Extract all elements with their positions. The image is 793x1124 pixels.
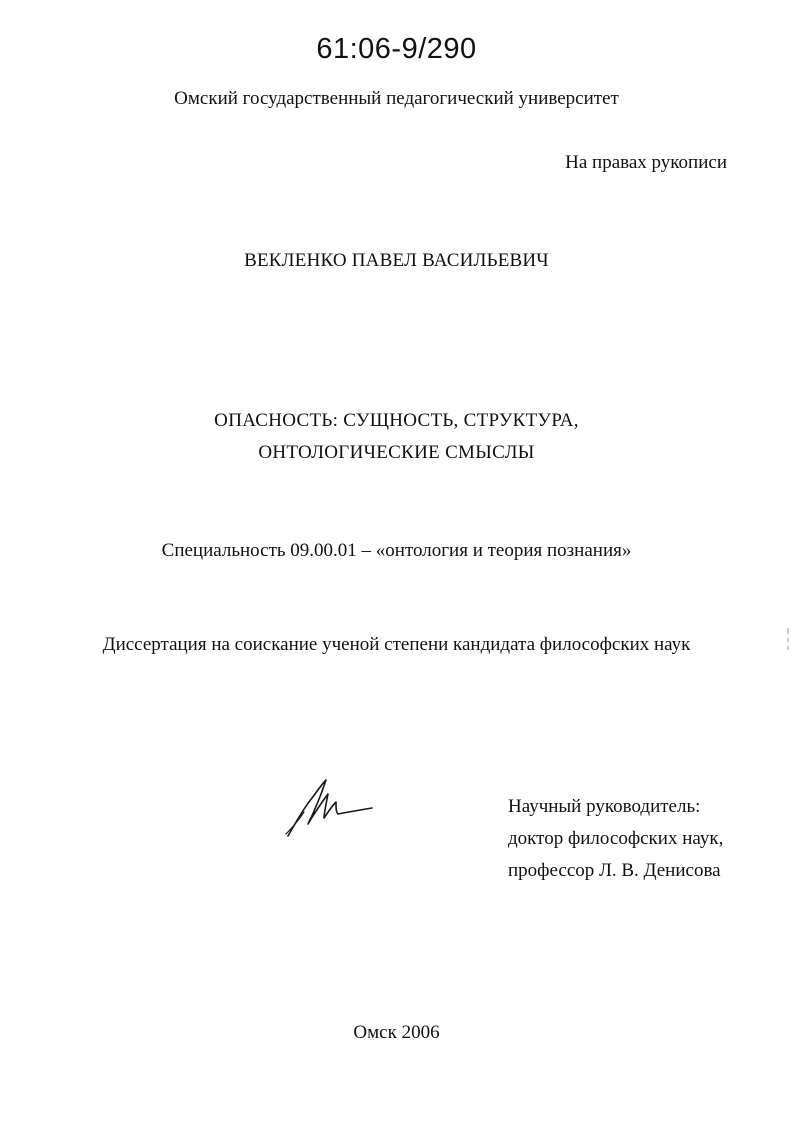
author-name: ВЕКЛЕНКО ПАВЕЛ ВАСИЛЬЕВИЧ (244, 250, 549, 271)
rights-note: На правах рукописи (565, 152, 727, 173)
title-line-2: ОНТОЛОГИЧЕСКИЕ СМЫСЛЫ (258, 442, 535, 463)
dissertation-note: Диссертация на соискание ученой степени кандидата философских наук (102, 634, 691, 655)
city-year: Омск 2006 (353, 1022, 440, 1043)
signature-image (282, 774, 378, 842)
title-line-1: ОПАСНОСТЬ: СУЩНОСТЬ, СТРУКТУРА, (214, 410, 579, 431)
supervisor-label: Научный руководитель: (508, 796, 701, 817)
catalog-number: 61:06-9/290 (316, 33, 477, 65)
speciality-text: Специальность 09.00.01 – «онтология и теория познания» (161, 540, 632, 561)
supervisor-name: профессор Л. В. Денисова (508, 860, 721, 881)
scan-edge-mark (786, 628, 790, 650)
university-name: Омский государственный педагогический университет (174, 88, 619, 109)
supervisor-degree: доктор философских наук, (508, 828, 724, 849)
